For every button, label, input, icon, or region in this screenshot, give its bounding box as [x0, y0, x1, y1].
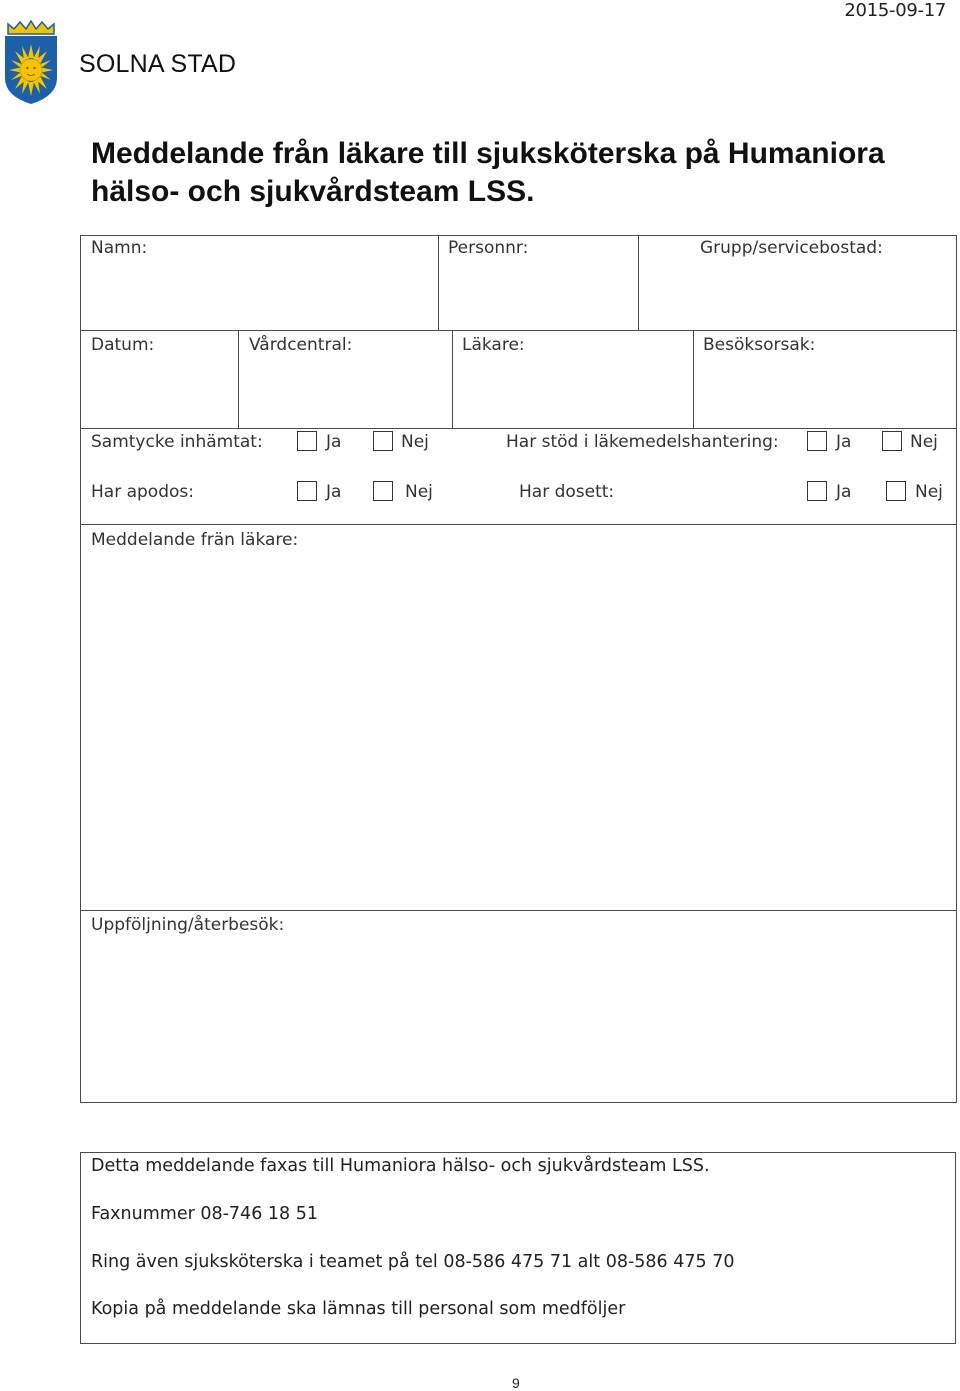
samtycke-nej-label: Nej: [401, 432, 429, 452]
samtycke-ja-checkbox[interactable]: [297, 431, 317, 451]
namn-label: Namn:: [91, 238, 148, 258]
apodos-ja-checkbox[interactable]: [297, 481, 317, 501]
page-title: [91, 135, 885, 211]
info-line-copy: Kopia på meddelande ska lämnas till personal som medföljer: [91, 1299, 626, 1319]
dosett-ja-checkbox[interactable]: [807, 481, 827, 501]
samtycke-nej-checkbox[interactable]: [373, 431, 393, 451]
lakemedelsstod-ja-label: Ja: [836, 432, 852, 452]
vardcentral-label: Vårdcentral:: [249, 335, 353, 355]
document-date: 2015-09-17: [844, 0, 946, 21]
uppfoljning-field[interactable]: [82, 945, 954, 1100]
samtycke-ja-label: Ja: [326, 432, 342, 452]
page-number: 9: [512, 1375, 520, 1391]
besoksorsak-label: Besöksorsak:: [703, 335, 816, 355]
samtycke-label: Samtycke inhämtat:: [91, 432, 263, 452]
info-line-fax-number: Faxnummer 08-746 18 51: [91, 1204, 318, 1224]
dosett-nej-checkbox[interactable]: [886, 481, 906, 501]
lakemedelsstod-ja-checkbox[interactable]: [807, 431, 827, 451]
title-line-2: hälso- och sjukvårdsteam LSS.: [91, 175, 535, 208]
meddelande-field[interactable]: [82, 560, 954, 908]
apodos-nej-checkbox[interactable]: [373, 481, 393, 501]
info-line-phone: Ring även sjuksköterska i teamet på tel 08-586 475 71 alt 08-586 475 70: [91, 1252, 735, 1272]
title-line-1: Meddelande från läkare till sjuksköterska på Humaniora: [91, 137, 885, 170]
apodos-label: Har apodos:: [91, 482, 194, 502]
datum-label: Datum:: [91, 335, 155, 355]
apodos-ja-label: Ja: [326, 482, 342, 502]
apodos-nej-label: Nej: [405, 482, 433, 502]
lakare-label: Läkare:: [462, 335, 525, 355]
dosett-label: Har dosett:: [519, 482, 615, 502]
dosett-ja-label: Ja: [836, 482, 852, 502]
lakemedelsstod-label: Har stöd i läkemedelshantering:: [506, 432, 779, 452]
solna-coat-of-arms-icon: [2, 20, 60, 106]
personnr-label: Personnr:: [448, 238, 529, 258]
lakemedelsstod-nej-label: Nej: [910, 432, 938, 452]
uppfoljning-label: Uppföljning/återbesök:: [91, 915, 285, 935]
info-line-fax-destination: Detta meddelande faxas till Humaniora hälso- och sjukvårdsteam LSS.: [91, 1156, 710, 1176]
meddelande-label: Meddelande frän läkare:: [91, 530, 299, 550]
dosett-nej-label: Nej: [915, 482, 943, 502]
grupp-label: Grupp/servicebostad:: [700, 238, 883, 258]
brand-name: SOLNA STAD: [79, 50, 237, 78]
lakemedelsstod-nej-checkbox[interactable]: [882, 431, 902, 451]
